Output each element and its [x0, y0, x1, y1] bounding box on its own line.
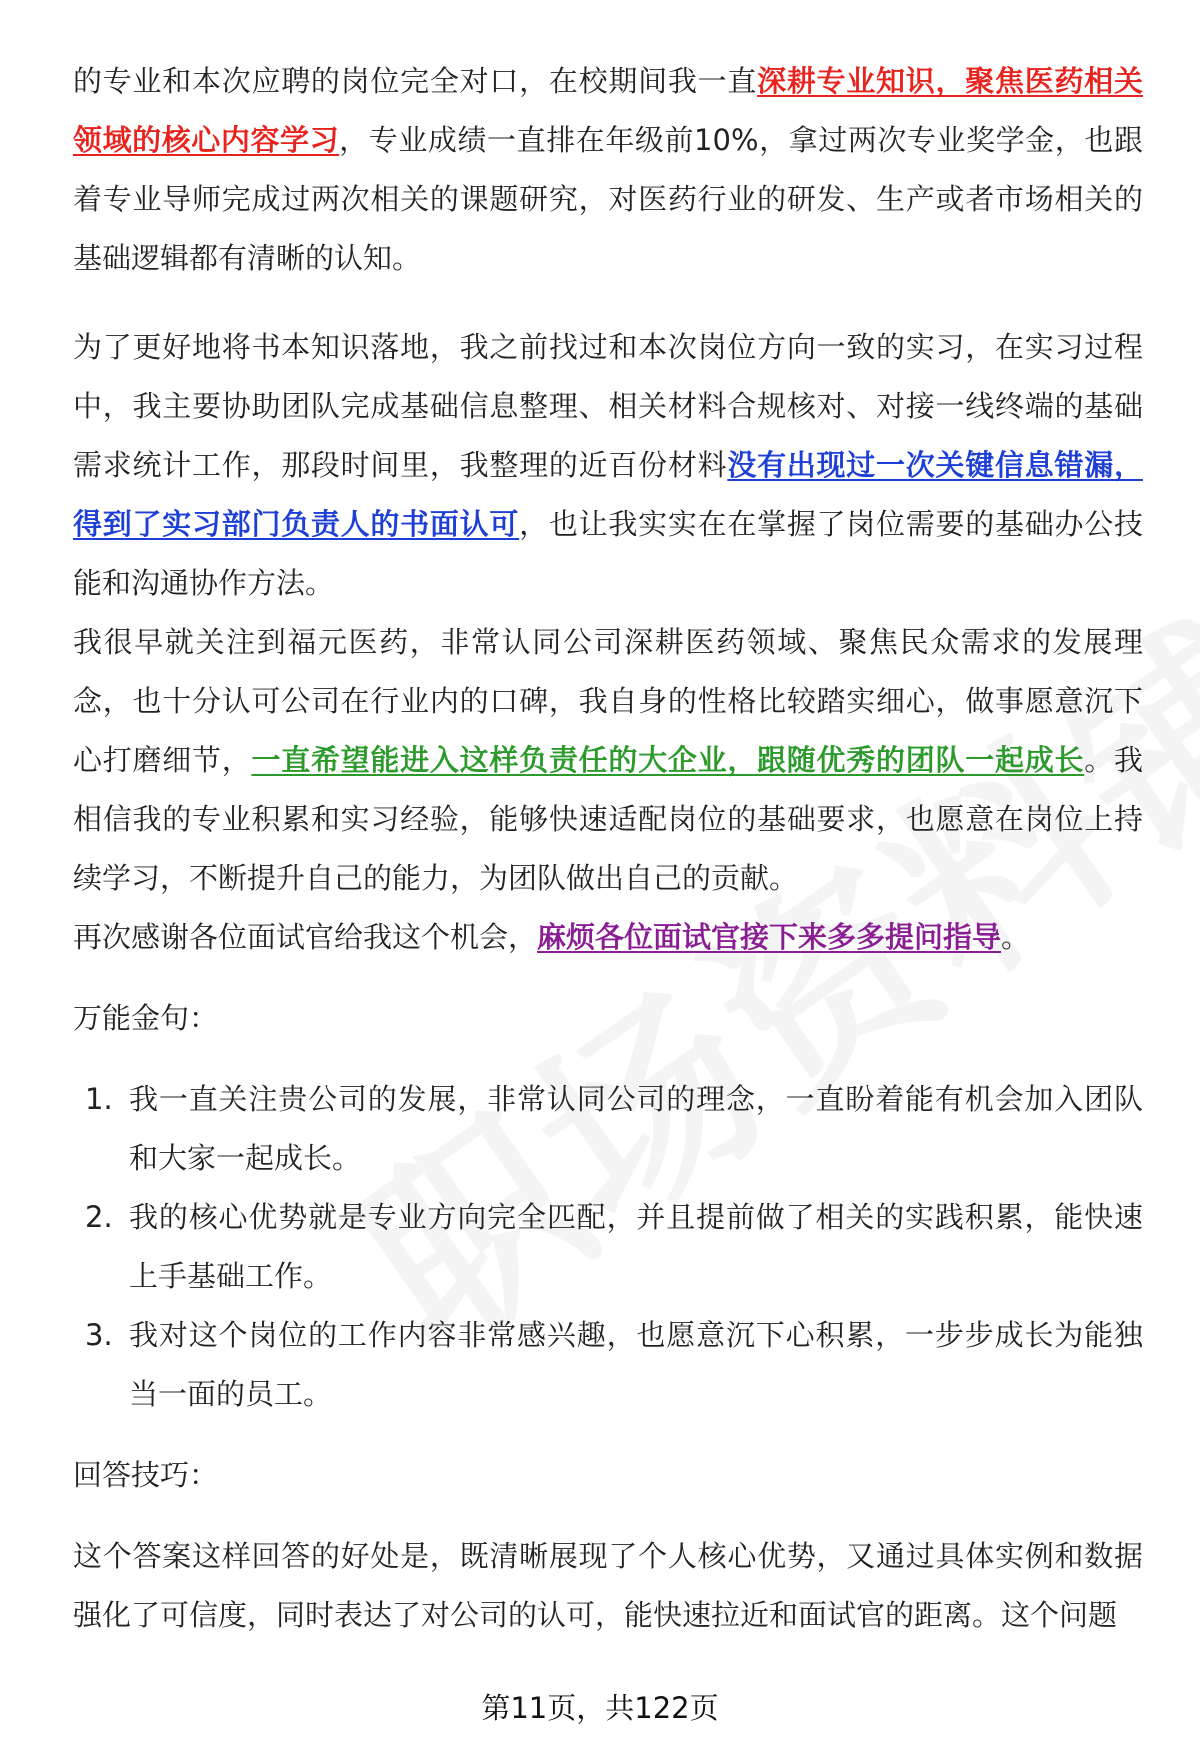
tips-paragraph: 这个答案这样回答的好处是，既清晰展现了个人核心优势，又通过具体实例和数据强化了可信度，同时表达了对公司的认可，能快速拉近和面试官的距离。这个问题 [73, 1539, 1143, 1632]
page-number: 第11页，共122页 [481, 1691, 719, 1725]
golden-heading: 万能金句： [73, 1001, 219, 1035]
document-body [73, 52, 1143, 1645]
paragraph-text: ，专业成绩一直排在年级前10%，拿过两次专业奖学金，也跟着专业导师完成过两次相关的课题研究，对医药行业的研发、生产或者市场相关的基础逻辑都有清晰的认知。 [73, 123, 1143, 275]
paragraph-major [73, 52, 1143, 288]
paragraph-text: 为了更好地将书本知识落地，我之前找过和本次岗位方向一致的实习，在实习过程中，我主要协助团队完成基础信息整理、相关材料合规核对、对接一线终端的基础需求统计工作，那段时间里，我整理的近百份材料 [73, 330, 1143, 482]
paragraph-thanks [73, 908, 1143, 967]
list-item [73, 1188, 1143, 1306]
highlight-green: 一直希望能进入这样负责任的大企业，跟随优秀的团队一起成长 [251, 743, 1085, 777]
paragraph-company [73, 613, 1143, 908]
paragraph-text: ，也让我实实在在掌握了岗位需要的基础办公技能和沟通协作方法。 [73, 507, 1143, 600]
list-number: 3. [85, 1318, 113, 1352]
tips-heading: 回答技巧： [73, 1458, 219, 1492]
golden-list [73, 1070, 1143, 1424]
paragraph-text: 我很早就关注到福元医药，非常认同公司深耕医药领域、聚焦民众需求的发展理念，也十分认可公司在行业内的口碑，我自身的性格比较踏实细心，做事愿意沉下心打磨细节， [73, 625, 1143, 777]
highlight-blue: 没有出现过一次关键信息错漏，得到了实习部门负责人的书面认可 [73, 448, 1143, 541]
list-number: 2. [85, 1200, 113, 1234]
list-text: 我一直关注贵公司的发展，非常认同公司的理念，一直盼着能有机会加入团队和大家一起成长。 [129, 1082, 1143, 1175]
list-number: 1. [85, 1082, 113, 1116]
paragraph-text: 。 [1001, 920, 1031, 954]
highlight-purple: 麻烦各位面试官接下来多多提问指导 [537, 920, 1002, 954]
list-item [73, 1070, 1143, 1188]
list-text: 我的核心优势就是专业方向完全匹配，并且提前做了相关的实践积累，能快速上手基础工作。 [129, 1200, 1143, 1293]
paragraph-internship [73, 318, 1143, 613]
paragraph-text: 再次感谢各位面试官给我这个机会， [73, 920, 538, 954]
highlight-red: 深耕专业知识，聚焦医药相关领域的核心内容学习 [73, 64, 1143, 157]
paragraph-text: 的专业和本次应聘的岗位完全对口，在校期间我一直 [73, 64, 758, 98]
list-text: 我对这个岗位的工作内容非常感兴趣，也愿意沉下心积累，一步步成长为能独当一面的员工。 [129, 1318, 1143, 1411]
list-item [73, 1306, 1143, 1424]
paragraph-text: 。我相信我的专业积累和实习经验，能够快速适配岗位的基础要求，也愿意在岗位上持续学习，不断提升自己的能力，为团队做出自己的贡献。 [73, 743, 1143, 895]
